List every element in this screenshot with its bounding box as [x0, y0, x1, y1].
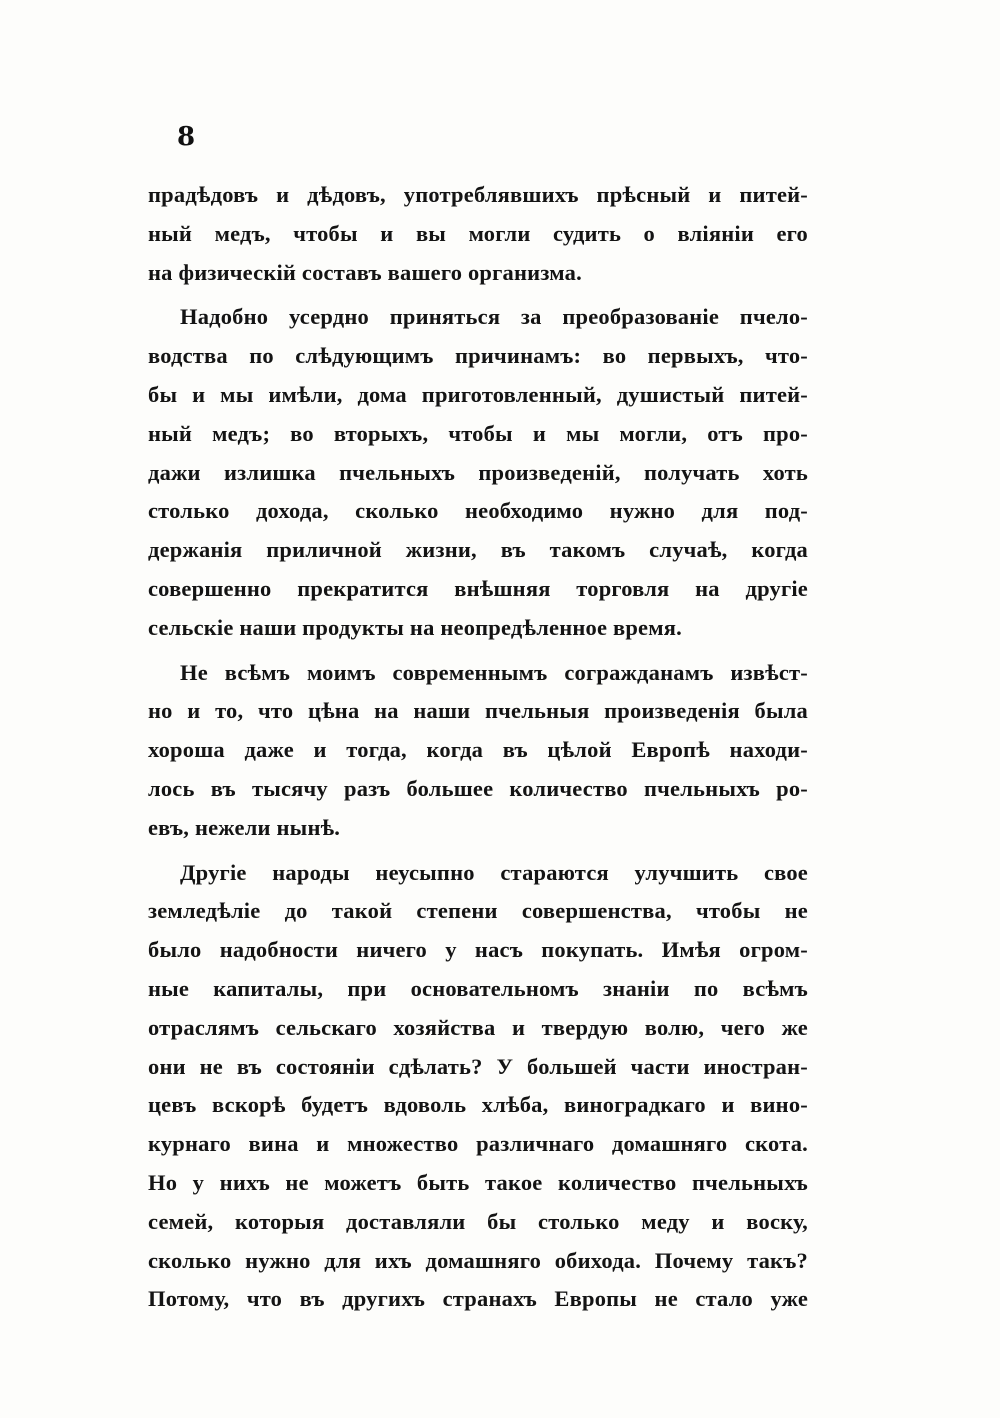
- text-line: отраслямъ сельскаго хозяйства и твердую волю, чего же: [148, 1014, 808, 1040]
- text-line: сколько нужно для ихъ домашняго обихода. Почему такъ?: [148, 1247, 808, 1273]
- text-line: цевъ вскорѣ будетъ вдоволь хлѣба, виноградкаго и вино-: [148, 1092, 808, 1118]
- body-text: [148, 176, 808, 1319]
- text-line: на физическій составъ вашего организма.: [148, 259, 582, 285]
- text-line: Другіе народы неусыпно стараются улучшить свое: [180, 859, 808, 885]
- text-line: лось въ тысячу разъ большее количество пчельныхъ ро-: [148, 775, 808, 801]
- text-line: бы и мы имѣли, дома приготовленный, душистый питей-: [148, 381, 808, 407]
- text-line: было надобности ничего у насъ покупать. Имѣя огром-: [148, 937, 808, 963]
- text-line: но и то, что цѣна на наши пчельныя произведенія была: [148, 698, 808, 724]
- text-line: земледѣліе до такой степени совершенства, чтобы не: [148, 898, 808, 924]
- text-line: столько дохода, сколько необходимо нужно для под-: [148, 498, 808, 524]
- text-line: ный медъ; во вторыхъ, чтобы и мы могли, отъ про-: [148, 420, 808, 446]
- text-line: держанія приличной жизни, въ такомъ случаѣ, когда: [148, 537, 808, 563]
- text-line: ные капиталы, при основательномъ знаніи по всѣмъ: [148, 975, 808, 1001]
- text-line: совершенно прекратится внѣшняя торговля на другіе: [148, 575, 808, 601]
- text-line: Не всѣмъ моимъ современнымъ согражданамъ извѣст-: [180, 659, 808, 685]
- text-line: дажи излишка пчельныхъ произведеній, получать хоть: [148, 459, 808, 485]
- text-line: курнаго вина и множество различнаго домашняго скота.: [148, 1131, 808, 1157]
- paragraph: [148, 298, 808, 647]
- text-line: сельскіе наши продукты на неопредѣленное время.: [148, 614, 682, 640]
- paragraph: [148, 176, 808, 292]
- text-line: водства по слѣдующимъ причинамъ: во первыхъ, что-: [148, 343, 808, 369]
- paragraph: [148, 854, 808, 1320]
- text-line: они не въ состояніи сдѣлать? У большей части иностран-: [148, 1053, 808, 1079]
- text-line: семей, которыя доставляли бы столько меду и воску,: [148, 1208, 808, 1234]
- text-line: Потому, что въ другихъ странахъ Европы не стало уже: [148, 1286, 808, 1312]
- text-line: ный медъ, чтобы и вы могли судить о вліяніи его: [148, 220, 808, 246]
- page-number: 8: [177, 122, 196, 152]
- paragraph: [148, 654, 808, 848]
- text-line: хороша даже и тогда, когда въ цѣлой Европѣ находи-: [148, 737, 808, 763]
- text-line: Но у нихъ не можетъ быть такое количество пчельныхъ: [148, 1169, 808, 1195]
- text-line: Надобно усердно приняться за преобразованіе пчело-: [180, 304, 808, 330]
- text-line: прадѣдовъ и дѣдовъ, употреблявшихъ прѣсный и питей-: [148, 182, 808, 207]
- text-line: евъ, нежели нынѣ.: [148, 814, 341, 840]
